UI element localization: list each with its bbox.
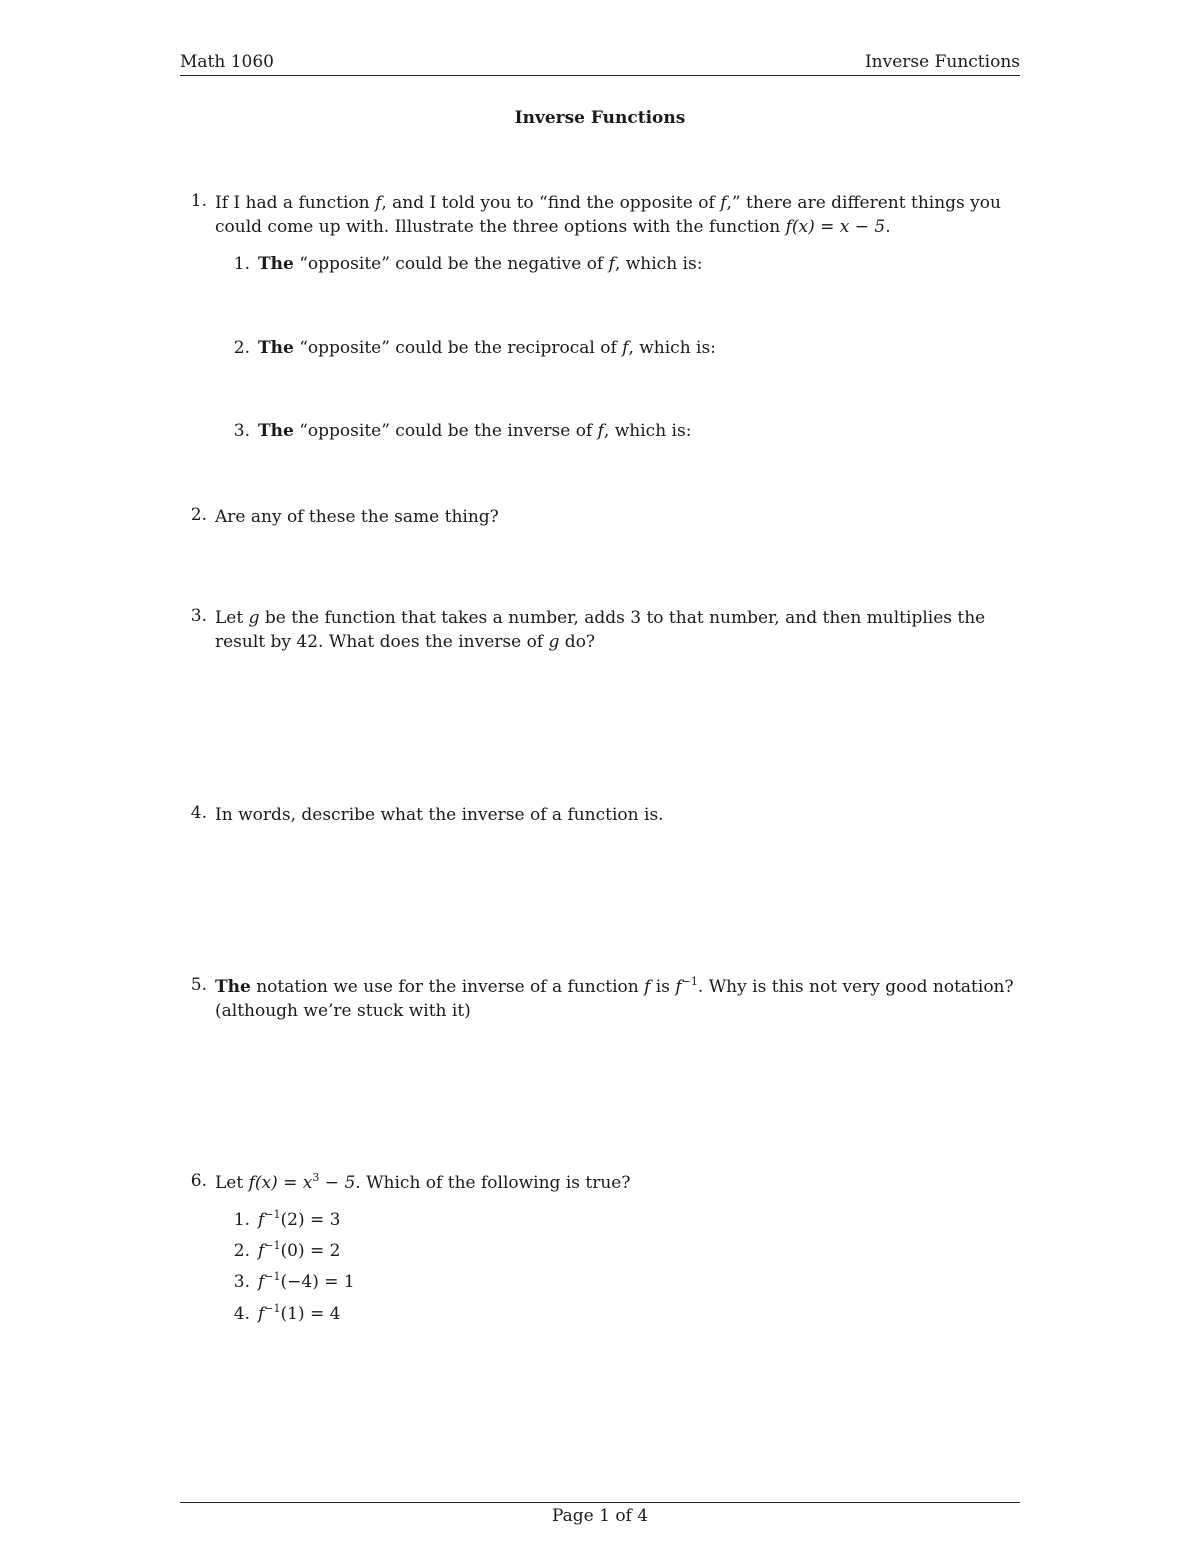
- option-3: $f^{-1}(-4) = 1$: [258, 1270, 355, 1292]
- option-1: $f^{-1}(2) = 3$: [258, 1208, 341, 1230]
- option-3-number: 3.: [233, 1272, 250, 1292]
- question-3-text: Let g be the function that takes a number, adds 3 to that number, and then multiplies the result by 42. What does the inverse of g do?: [215, 608, 986, 652]
- footer-divider: [180, 1502, 1020, 1503]
- option-2: $f^{-1}(0) = 2$: [258, 1239, 341, 1261]
- question-5-text: The notation we use for the inverse of a function f is $f^{-1}$. Why is this not very good notation? (although we’re stuck with it): [215, 975, 1014, 1021]
- function-definition: f(x) = x − 5: [785, 217, 886, 237]
- question-6-text: Let $f(x) = x^3 - 5$. Which of the following is true?: [215, 1171, 631, 1193]
- question-5-number: 5.: [190, 975, 207, 995]
- question-1-part-1-number: 1.: [233, 254, 250, 274]
- question-1-part-2-number: 2.: [233, 338, 250, 358]
- question-1-part-1: The “opposite” could be the negative of f, which is:: [258, 254, 703, 274]
- question-2-number: 2.: [190, 505, 207, 525]
- question-4-text: In words, describe what the inverse of a function is.: [215, 805, 664, 825]
- question-3-number: 3.: [190, 606, 207, 626]
- option-2-number: 2.: [233, 1241, 250, 1261]
- question-1-number: 1.: [190, 191, 207, 211]
- option-1-number: 1.: [233, 1210, 250, 1230]
- question-1-part-2: The “opposite” could be the reciprocal of f, which is:: [258, 338, 716, 358]
- option-4-number: 4.: [233, 1304, 250, 1324]
- option-4: $f^{-1}(1) = 4$: [258, 1302, 341, 1324]
- header-divider: [180, 75, 1020, 76]
- question-2-text: Are any of these the same thing?: [215, 507, 499, 527]
- page-number: Page 1 of 4: [551, 1506, 649, 1526]
- header-topic: Inverse Functions: [864, 52, 1020, 72]
- page-title: Inverse Functions: [514, 108, 686, 128]
- header-course: Math 1060: [180, 52, 274, 72]
- question-6-number: 6.: [190, 1171, 207, 1191]
- question-1-text: If I had a function f, and I told you to “find the opposite of f,” there are different things you could come up with. Illustrate the three options with the function f(x) = x − 5.: [215, 193, 1001, 237]
- question-1-part-3: The “opposite” could be the inverse of f, which is:: [258, 421, 692, 441]
- question-1-part-3-number: 3.: [233, 421, 250, 441]
- question-4-number: 4.: [190, 803, 207, 823]
